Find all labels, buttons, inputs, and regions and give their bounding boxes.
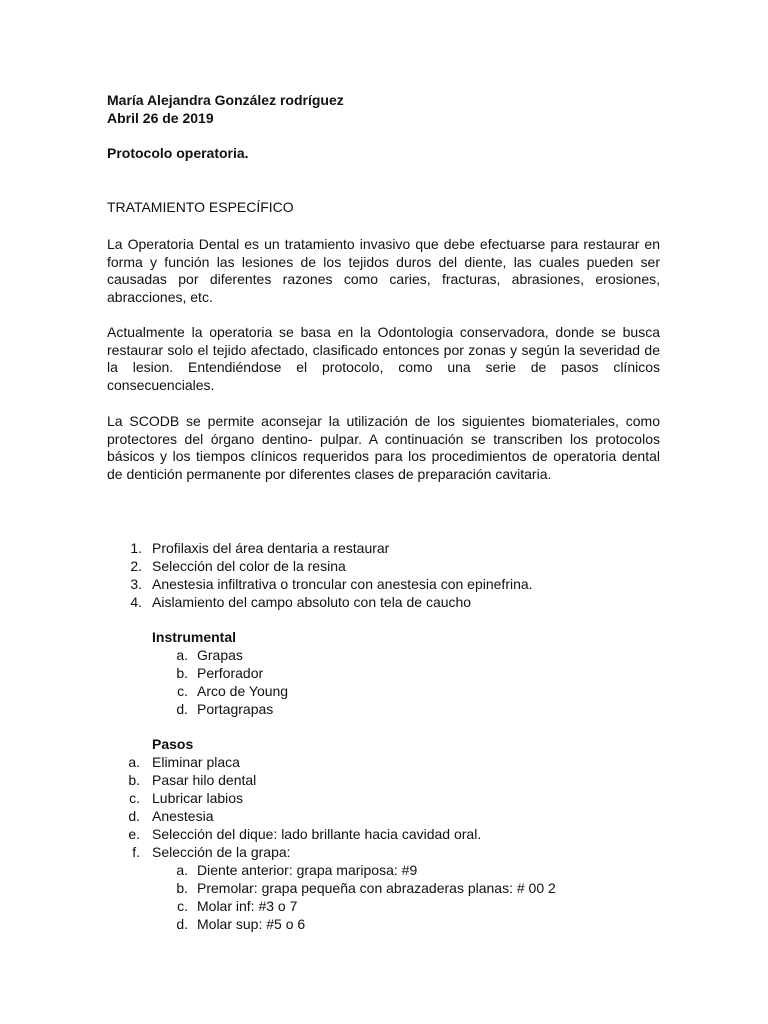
document-date: Abril 26 de 2019: [107, 110, 214, 126]
list-item-text: Perforador: [197, 665, 264, 681]
list-marker: 3.: [130, 576, 142, 592]
list-marker: d.: [176, 916, 188, 932]
list-item-text: Selección del dique: lado brillante hacia cavidad oral.: [152, 826, 482, 842]
instrumental-heading: Instrumental: [152, 629, 237, 645]
list-marker: b.: [176, 880, 188, 896]
pasos-heading: Pasos: [152, 736, 194, 752]
list-item-text: Arco de Young: [197, 683, 289, 699]
list-item-text: Pasar hilo dental: [152, 772, 257, 788]
list-item-text: Molar inf: #3 o 7: [197, 898, 298, 914]
list-marker: b.: [176, 665, 188, 681]
list-marker: d.: [128, 808, 140, 824]
list-item-text: Molar sup: #5 o 6: [197, 916, 306, 932]
list-item-text: Selección de la grapa:: [152, 844, 291, 860]
list-marker: e.: [128, 826, 140, 842]
paragraph-biomaterials: La SCODB se permite aconsejar la utilización de los siguientes biomateriales, como protectores del órgano dentino- pulpar. A continuación se transcriben los protocolos básicos y los tiempos clínicos requeridos para los procedimientos de operatoria dental de dentición permanente por diferentes clases de preparación cavitaria.: [107, 413, 660, 482]
section-heading: TRATAMIENTO ESPECÍFICO: [107, 199, 294, 215]
list-marker: d.: [176, 701, 188, 717]
list-item-text: Anestesia infiltrativa o troncular con anestesia con epinefrina.: [152, 576, 533, 592]
list-item-text: Profilaxis del área dentaria a restaurar: [152, 540, 390, 556]
list-marker: 2.: [130, 558, 142, 574]
document-title: Protocolo operatoria.: [107, 145, 249, 161]
list-marker: a.: [128, 754, 140, 770]
list-marker: b.: [128, 772, 140, 788]
list-marker: c.: [177, 683, 188, 699]
list-item-text: Portagrapas: [197, 701, 274, 717]
list-item-text: Aislamiento del campo absoluto con tela de caucho: [152, 594, 472, 610]
list-marker: 1.: [130, 540, 142, 556]
list-item-text: Diente anterior: grapa mariposa: #9: [197, 862, 418, 878]
paragraph-intro: La Operatoria Dental es un tratamiento invasivo que debe efectuarse para restaurar en forma y función las lesiones de los tejidos duros del diente, las cuales pueden ser causadas por diferentes razones como caries, fracturas, abrasiones, erosiones, abracciones, etc.: [107, 236, 660, 305]
list-item-text: Anestesia: [152, 808, 214, 824]
list-marker: a.: [176, 862, 188, 878]
list-marker: c.: [177, 898, 188, 914]
list-item-text: Eliminar placa: [152, 754, 240, 770]
list-marker: f.: [132, 844, 140, 860]
list-marker: 4.: [130, 594, 142, 610]
paragraph-conservative: Actualmente la operatoria se basa en la Odontologia conservadora, donde se busca restaurar solo el tejido afectado, clasificado entonces por zonas y según la severidad de la lesion. Entendiéndose el protocolo, como una serie de pasos clínicos consecuenciales.: [107, 324, 660, 393]
list-marker: c.: [129, 790, 140, 806]
list-item-text: Grapas: [197, 647, 243, 663]
list-item-text: Premolar: grapa pequeña con abrazaderas planas: # 00 2: [197, 880, 556, 896]
list-marker: a.: [176, 647, 188, 663]
author-name: María Alejandra González rodríguez: [107, 92, 344, 108]
list-item-text: Selección del color de la resina: [152, 558, 346, 574]
list-item-text: Lubricar labios: [152, 790, 244, 806]
